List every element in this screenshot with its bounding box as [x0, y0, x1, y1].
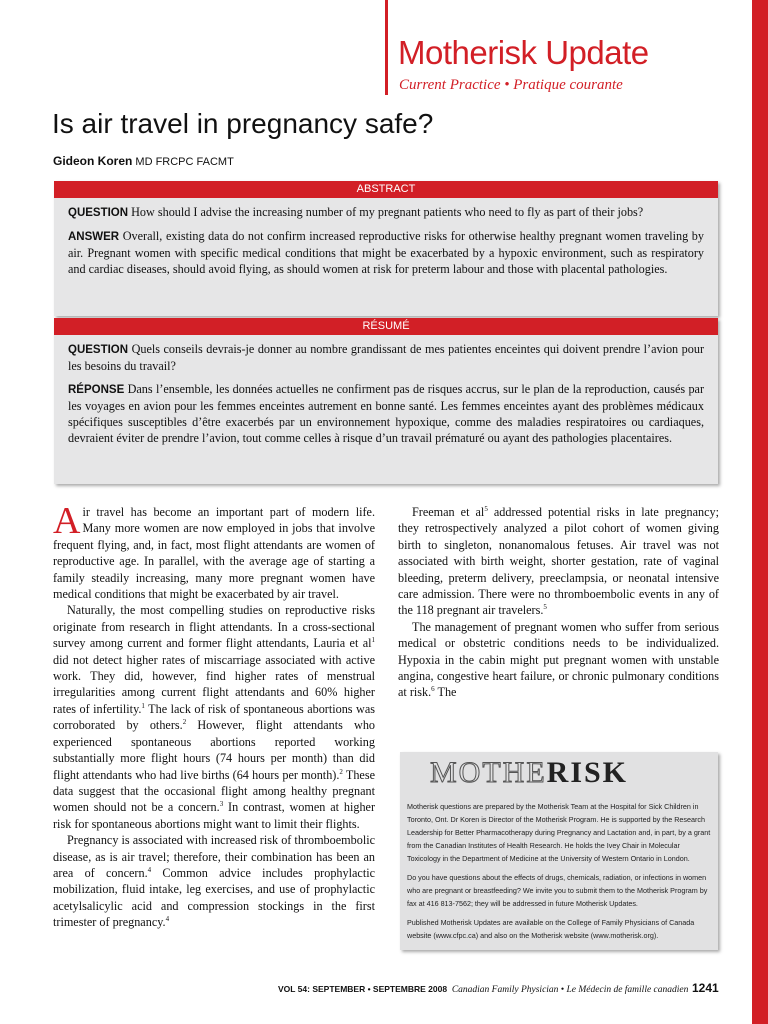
author-name: Gideon Koren	[53, 154, 133, 168]
answer-text: Overall, existing data do not confirm increased reproductive risks for otherwise healthy pregnant women traveling by air. Pregnant women with specific medical conditions that might be exacerbated by a hypoxic environment, such as respiratory and cardiac diseases, should avoid flying, as should women at risk for preterm labour and those with placental pathologies.	[68, 229, 704, 276]
question-text: Quels conseils devrais-je donner au nombre grandissant de mes patientes enceintes qui doivent prendre l’avion pour les besoins du travail?	[68, 342, 704, 373]
resume-answer	[68, 381, 704, 446]
answer-text: Dans l’ensemble, les données actuelles ne confirment pas de risques accrus, sur le plan de la reproduction, causés par les voyages en avion pour les femmes enceintes autrement en bonne santé. Les femmes enceintes ayant des problèmes médicaux spécifiques susceptibles d’être exacerbés par un environnement hypoxique, comme des maladies respiratoires ou cardiaques, devraient éviter de prendre l’avion, tout comme celles à risque d’un travail prématuré ou ayant des pathologies placentaires.	[68, 382, 705, 445]
info-paragraph: Motherisk questions are prepared by the Motherisk Team at the Hospital for Sick Children in Toronto, Ont. Dr Koren is Director of the Motherisk Program. He is supported by the Research Leadership for Better Pharmacotherapy during Pregnancy and Lactation and, in part, by a grant from the Canadian Institutes of Health Research. He holds the Ivey Chair in Molecular Toxicology in the Department of Medicine at the University of Western Ontario in London.	[407, 802, 711, 863]
body-paragraph: Naturally, the most compelling studies on reproductive risks originate from research in flight attendants. In a cross-sectional survey among current and former flight attendants, Lauria et $al^1$ did not detect higher rates of miscarriage associated with active work. They did, however, find higher rates of menstrual irregularities among current flight attendants and 60% higher rates of infertility.$^1$ The lack of risk of spontaneous abortions was corroborated by others.$^2$ However, flight attendants who experienced spontaneous abortions reported working substantially more flight hours (74 hours per month) than did flight attendants who had live births (64 hours per month).$^2$ These data suggest that the occasional flight among healthy pregnant women should not be a concern.$^3$ In contrast, women at higher risk for spontaneous abortions might want to limit their flights.	[53, 603, 376, 831]
body-paragraph: Pregnancy is associated with increased risk of thromboembolic disease, as is air travel; therefore, their combination has been an area of concern.$^4$ Common advice includes prophylactic mobilization, fluid intake, leg exercises, and use of prophylactic acetylsalicylic acid and compression stockings in the first trimester of pregnancy.$^4$	[53, 833, 375, 930]
page-footer	[278, 984, 688, 995]
body-column-right	[398, 504, 719, 701]
series-title: Motherisk Update	[398, 34, 649, 71]
abstract-body	[54, 198, 718, 290]
article-title: Is air travel in pregnancy safe?	[52, 108, 434, 139]
drop-cap: A	[53, 500, 81, 542]
abstract-box	[54, 181, 718, 316]
resume-body	[54, 335, 718, 459]
series-subtitle: Current Practice • Pratique courante	[399, 77, 623, 93]
body-paragraph: Air travel has become an important part of modern life. Many more women are now employed in jobs that involve frequent flying, and, in fact, most flight attendants are women of reproductive age. In parallel, with the average age of starting a family steadily increasing, many more pregnant women have medical conditions that might be exacerbated by air travel.	[53, 500, 375, 602]
author-line	[53, 154, 234, 168]
resume-question	[68, 341, 704, 374]
abstract-question	[68, 204, 704, 221]
body-paragraph: The management of pregnant women who suffer from serious medical or obstetric conditions needs to be individualized. Hypoxia in the cabin might put pregnant women with unstable angina, congestive heart failure, or chronic pulmonary conditions at risk.$^6$ The	[398, 619, 719, 700]
answer-label: ANSWER	[68, 231, 120, 243]
motherisk-logo: MOTHERISK	[430, 756, 629, 789]
info-paragraph: Published Motherisk Updates are available on the College of Family Physicians of Canada website (www.cfpc.ca) and also on the Motherisk website (www.motherisk.org).	[407, 918, 695, 940]
resume-heading: RÉSUMÉ	[54, 318, 718, 335]
question-text: How should I advise the increasing number of my pregnant patients who need to fly as part of their jobs?	[131, 205, 644, 219]
body-column-left	[53, 500, 376, 931]
answer-label: RÉPONSE	[68, 384, 125, 396]
info-paragraph: Do you have questions about the effects of drugs, chemicals, radiation, or infections in women who are pregnant or breastfeeding? We invite you to submit them to the Motherisk Program by fax at 416 813-7562; they will be addressed in future Motherisk Updates.	[407, 873, 708, 908]
header-red-rule	[385, 0, 388, 95]
question-label: QUESTION	[68, 344, 129, 356]
footer-journal: Canadian Family Physician • Le Médecin de famille canadien	[451, 985, 689, 995]
red-side-bar	[752, 0, 768, 1024]
page-number: 1241	[692, 981, 719, 995]
motherisk-info-box	[400, 752, 718, 950]
question-label: QUESTION	[68, 207, 129, 219]
abstract-heading: ABSTRACT	[54, 181, 718, 198]
abstract-answer	[68, 228, 704, 277]
resume-box	[54, 318, 718, 484]
info-box-text	[407, 800, 713, 948]
footer-volume: VOL 54: SEPTEMBER • SEPTEMBRE 2008	[278, 984, 448, 994]
body-paragraph: Freeman et $al^5$ addressed potential risks in late pregnancy; they retrospectively analyzed a pilot cohort of women giving birth to singleton, nonanomalous fetuses. Air travel was not associated with birth weight, shorter gestation, rate of vaginal bleeding, preterm delivery, preeclampsia, or neonatal intensive care admission. There were no thromboembolic events in any of the 118 pregnant air travelers.$^5$	[398, 504, 719, 618]
author-credentials: MD FRCPC FACMT	[135, 156, 234, 168]
